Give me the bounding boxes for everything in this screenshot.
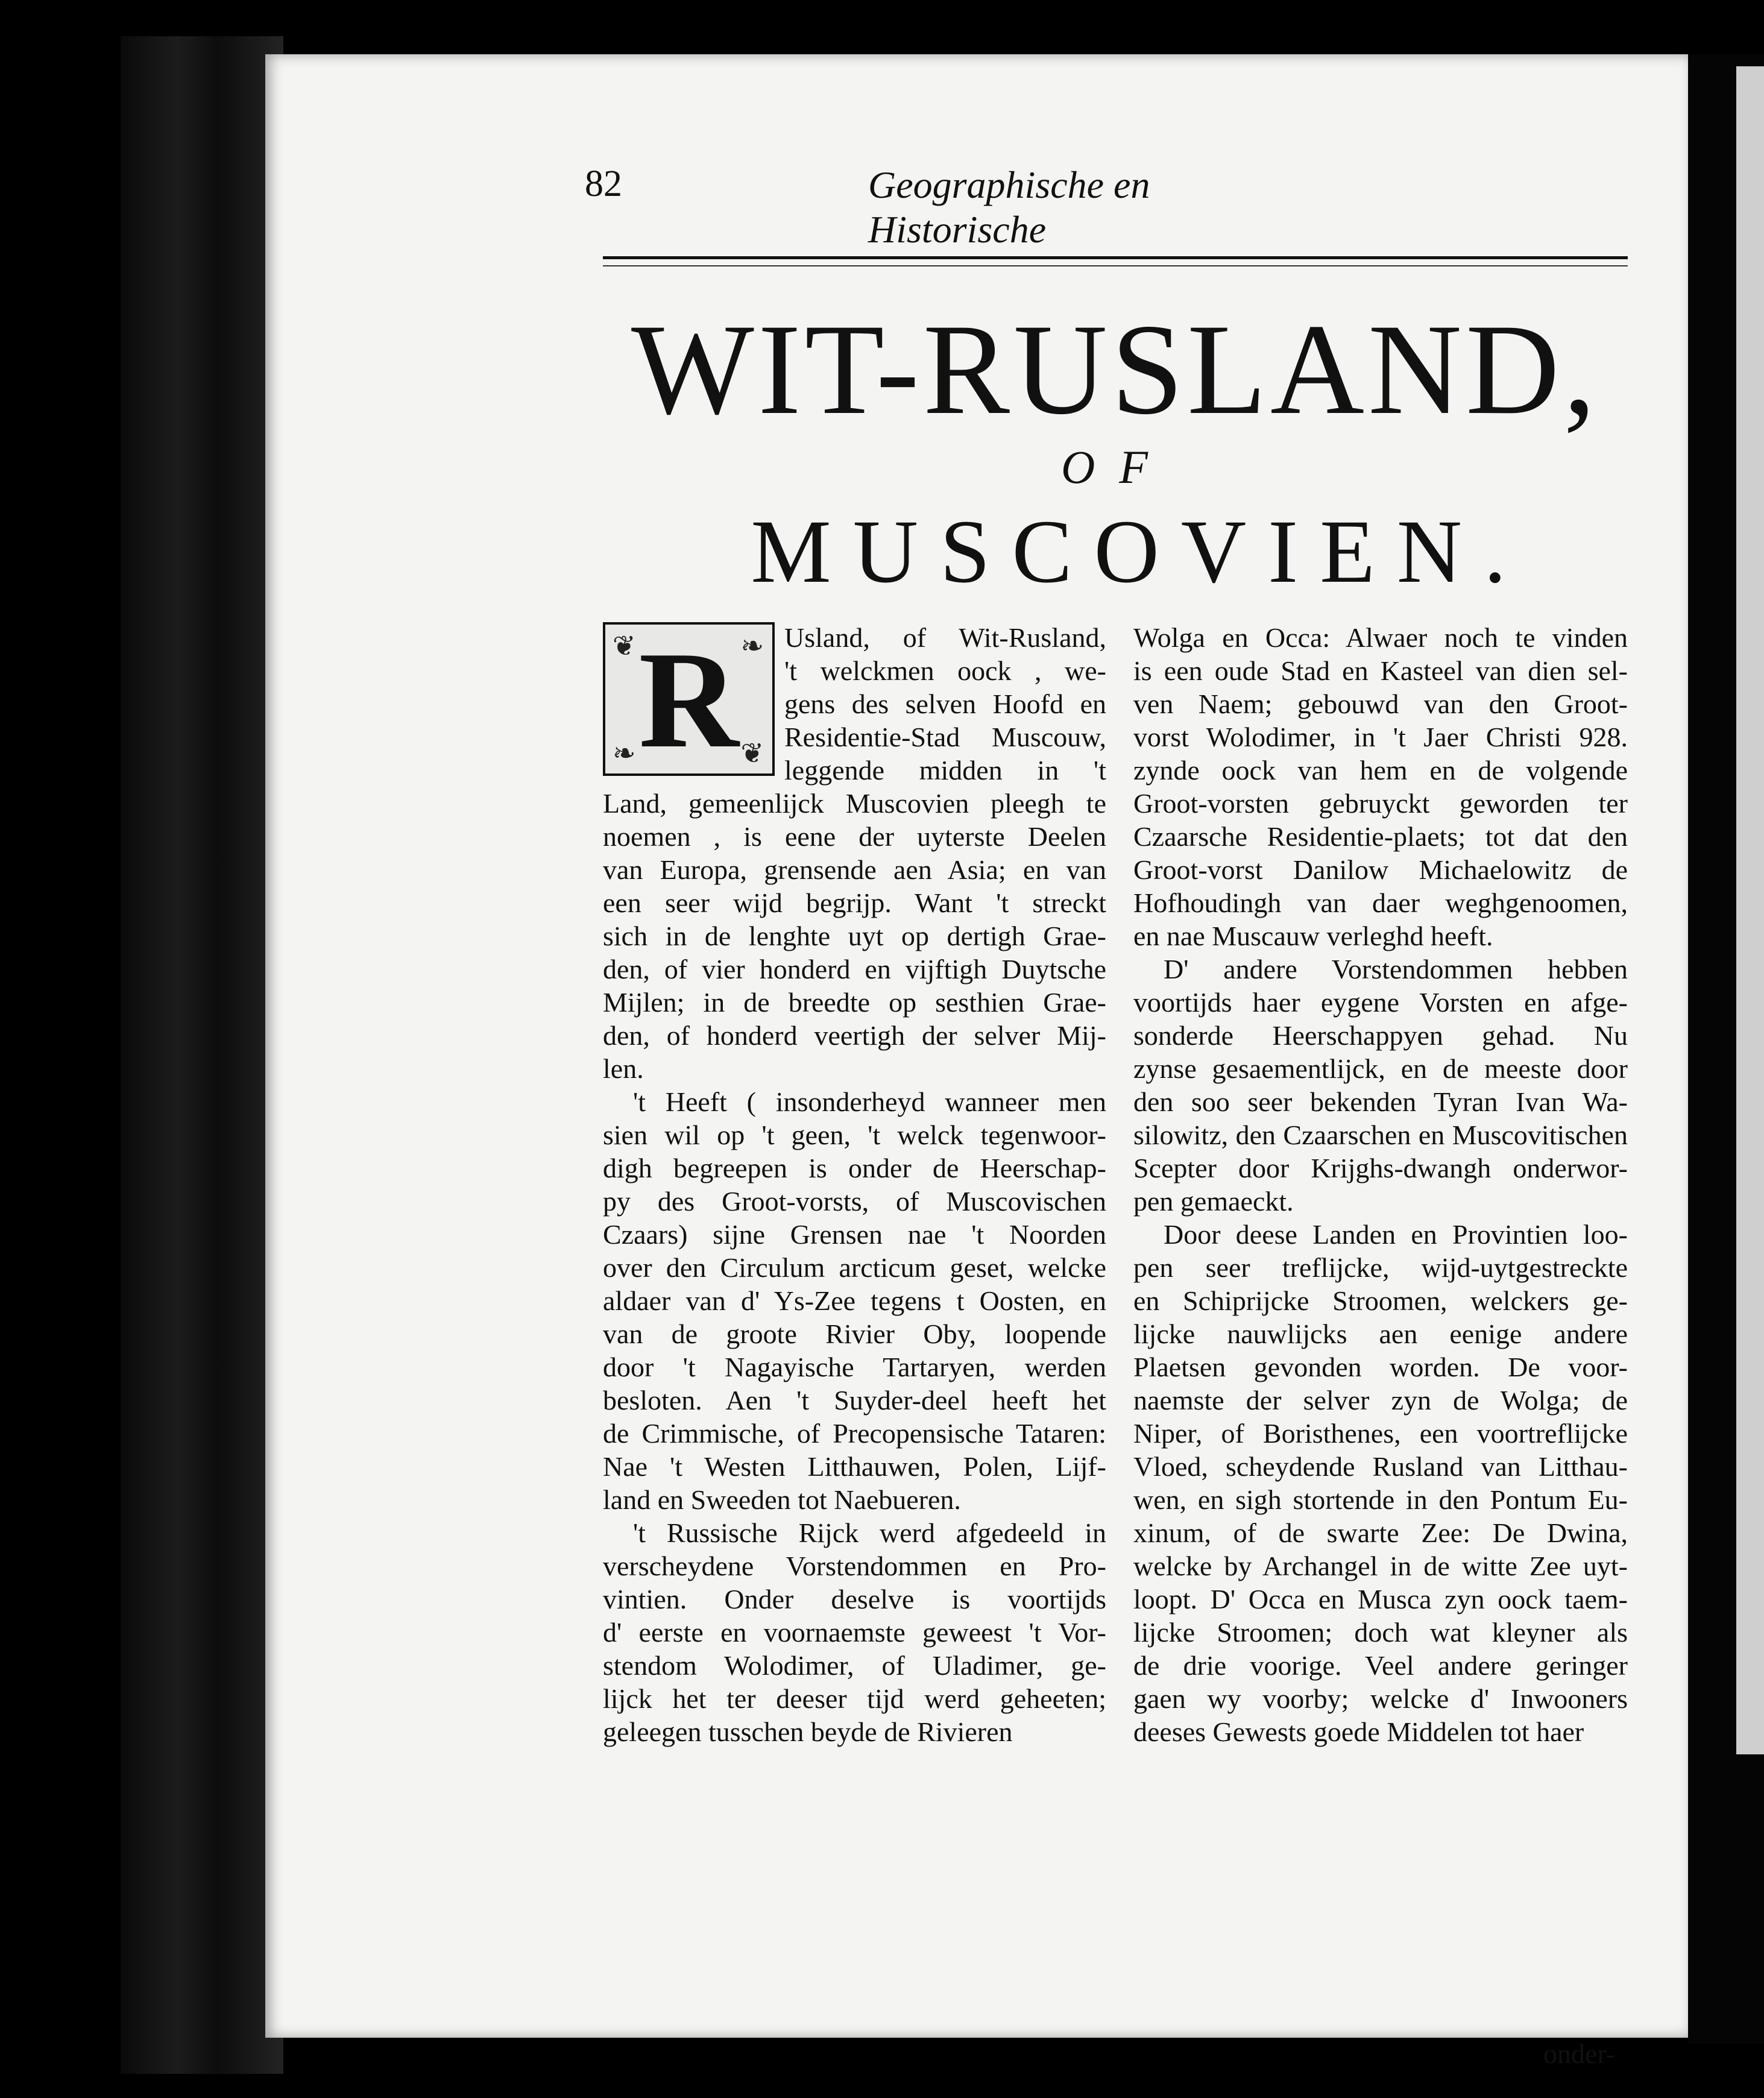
text-line: Wolga en Occa: Alwaer noch te vinden [1133,622,1628,653]
text-line: silowitz, den Czaarschen en Muscovitischen [1133,1120,1628,1150]
text-line: over den Circulum arcticum geset, welcke [603,1252,1106,1283]
text-line: den, of vier honderd en vijftigh Duytsche [603,954,1106,984]
text-line: besloten. Aen 't Suyder-deel heeft het [603,1385,1106,1416]
book-binding [121,36,283,2074]
leaf-ornament-icon: ❦ [740,738,764,769]
text-line: sonderde Heerschappyen gehad. Nu [1133,1020,1628,1051]
header-rule [603,256,1628,259]
text-line: Residentie-Stad Muscouw, [784,722,1106,752]
text-line: 't Russische Rijck werd afgedeeld in [633,1517,1106,1548]
text-line: noemen , is eene der uyterste Deelen [603,821,1106,852]
text-line: geleegen tusschen beyde de Rivieren [603,1716,1013,1747]
text-line: Mijlen; in de breedte op sesthien Grae- [603,987,1106,1018]
text-line: Nae 't Westen Litthauwen, Polen, Lijf- [603,1451,1106,1482]
text-line: lijcke nauwlijcks aen eenige andere [1133,1318,1628,1349]
catchword: onder- [1543,2038,1616,2069]
text-line: den, of honderd veertigh der selver Mij- [603,1020,1106,1051]
text-line: lijck het ter deeser tijd werd geheeten; [603,1683,1106,1714]
text-line: een seer wijd begrijp. Want 't streckt [603,887,1106,918]
text-line: digh begreepen is onder de Heerschap- [603,1153,1106,1183]
text-line: zynse gesaementlijck, en de meeste door [1133,1053,1628,1084]
text-line: verscheydene Vorstendommen en Pro- [603,1551,1106,1581]
text-line: lijcke Stroomen; doch wat kleyner als [1133,1617,1628,1648]
text-line: pen gemaeckt. [1133,1186,1294,1217]
text-line: de Crimmische, of Precopensische Tataren: [603,1418,1106,1449]
text-line: van de groote Rivier Oby, loopende [603,1318,1106,1349]
text-line: vintien. Onder deselve is voortijds [603,1584,1106,1614]
text-line: leggende midden in 't [784,755,1106,786]
text-line: loopt. D' Occa en Musca zyn oock taem- [1133,1584,1628,1614]
text-line: is een oude Stad en Kasteel van dien sel- [1133,655,1628,686]
page-number: 82 [585,163,622,204]
text-line: zynde oock van hem en de volgende [1133,755,1628,786]
leaf-ornament-icon: ❦ [613,631,636,661]
text-line: Czaars) sijne Grensen nae 't Noorden [603,1219,1106,1250]
chapter-title-of: OF [1061,441,1172,493]
running-title: Geographische en Historische [868,163,1150,251]
text-line: aldaer van d' Ys-Zee tegens t Oosten, en [603,1285,1106,1316]
leaf-ornament-icon: ❧ [740,631,764,661]
text-line: vorst Wolodimer, in 't Jaer Christi 928. [1133,722,1628,752]
right-column [1133,621,1628,1748]
text-line: gens des selven Hoofd en [784,688,1106,719]
text-line: stendom Wolodimer, of Uladimer, ge- [603,1650,1106,1681]
text-line: land en Sweeden tot Naebueren. [603,1484,961,1515]
text-line: de drie voorige. Veel andere geringer [1133,1650,1628,1681]
text-line: Land, gemeenlijck Muscovien pleegh te [603,788,1106,819]
dropcap-letter: R [638,623,739,776]
text-line: pen seer treflijcke, wijd-uytgestreckte [1133,1252,1628,1283]
next-page-sliver [1736,66,1764,1754]
text-line: 't Heeft ( insonderheyd wanneer men [633,1086,1106,1117]
left-column-text [603,621,1106,1748]
text-line: Scepter door Krijghs-dwangh onderwor- [1133,1153,1628,1183]
text-line: Hofhoudingh van daer weghgenoomen, [1133,887,1628,918]
text-line: deeses Gewests goede Middelen tot haer [1133,1716,1584,1747]
text-line: Vloed, scheydende Rusland van Litthau- [1133,1451,1628,1482]
text-line: d' eerste en voornaemste geweest 't Vor- [603,1617,1106,1648]
header-rule-thin [603,265,1628,266]
text-line: en nae Muscauw verleghd heeft. [1133,921,1493,951]
text-line: sien wil op 't geen, 't welck tegenwoor- [603,1120,1106,1150]
text-line: py des Groot-vorsts, of Muscovischen [603,1186,1106,1217]
text-line: wen, en sigh stortende in den Pontum Eu- [1133,1484,1628,1515]
chapter-title: WIT-RUSLAND, [631,297,1599,441]
text-line: welcke by Archangel in de witte Zee uyt- [1133,1551,1628,1581]
text-line: Niper, of Boristhenes, een voortreflijcke [1133,1418,1628,1449]
text-line: gaen wy voorby; welcke d' Inwooners [1133,1683,1628,1714]
text-line: voortijds haer eygene Vorsten en afge- [1133,987,1628,1018]
text-line: sich in de lenghte uyt op dertigh Grae- [603,921,1106,951]
page-header [585,163,1332,251]
text-line: ven Naem; gebouwd van den Groot- [1133,688,1628,719]
text-line: Czaarsche Residentie-plaets; tot dat den [1133,821,1628,852]
text-line: van Europa, grensende aen Asia; en van [603,854,1106,885]
chapter-subtitle: MUSCOVIEN. [751,502,1528,602]
ornamental-dropcap [603,622,775,776]
text-line: Door deese Landen en Provintien loo- [1164,1219,1628,1250]
text-line: xinum, of de swarte Zee: De Dwina, [1133,1517,1628,1548]
leaf-ornament-icon: ❧ [613,738,636,769]
text-line: door 't Nagayische Tartaryen, werden [603,1352,1106,1382]
text-line: Usland, of Wit-Rusland, [784,622,1106,653]
left-column [603,621,1106,1748]
text-line: Groot-vorsten gebruyckt geworden ter [1133,788,1628,819]
text-line: den soo seer bekenden Tyran Ivan Wa- [1133,1086,1628,1117]
text-line: en Schiprijcke Stroomen, welckers ge- [1133,1285,1628,1316]
text-line: 't welckmen oock , we- [784,655,1106,686]
right-column-text [1133,621,1628,1748]
text-line: len. [603,1053,644,1084]
text-line: Plaetsen gevonden worden. De voor- [1133,1352,1628,1382]
text-line: D' andere Vorstendommen hebben [1164,954,1628,984]
text-line: naemste der selver zyn de Wolga; de [1133,1385,1628,1416]
text-line: Groot-vorst Danilow Michaelowitz de [1133,854,1628,885]
